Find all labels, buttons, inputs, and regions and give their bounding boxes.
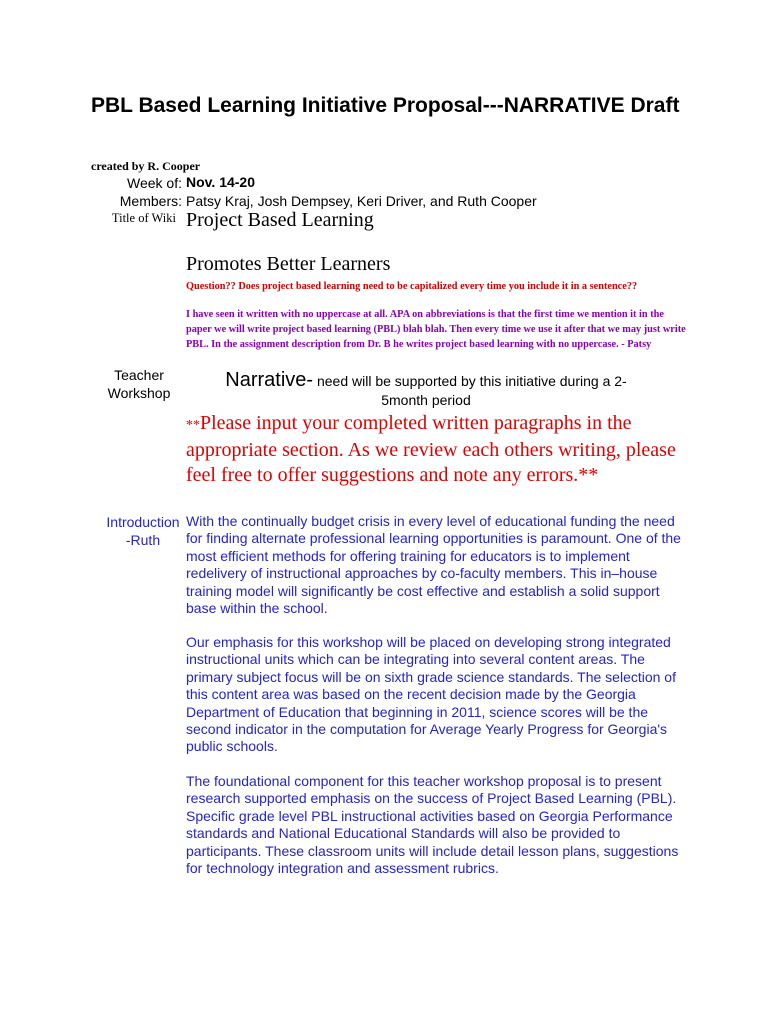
wiki-title-label: Title of Wiki xyxy=(111,211,176,225)
narrative-word: Narrative- xyxy=(225,369,314,391)
narrative-desc-b: 5month period xyxy=(381,392,471,408)
intro-paragraph-2: Our emphasis for this workshop will be placed on developing strong integrated instructional units which can be integrating into several content areas. The primary subject focus will be on sixth grade science standards. The selection of this content area was based on the recent decision made by the Georgia Department of Education that beginning in 2011, science scores will be the second indicator in the computation for Average Yearly Progress for Georgia's public schools. xyxy=(186,634,676,755)
members-value: Patsy Kraj, Josh Dempsey, Keri Driver, and Ruth Cooper xyxy=(186,193,537,209)
narrative-desc-a: need will be supported by this initiative during a 2- xyxy=(313,373,627,389)
teacher-workshop-label: Teacher Workshop xyxy=(107,367,171,401)
subtitle: Promotes Better Learners xyxy=(186,253,391,275)
intro-paragraph-1: With the continually budget crisis in every level of educational funding the need for finding alternate professional learning opportunities is paramount. One of the most efficient methods for offering training for educators is to implement redelivery of instructional approaches by co-faculty members. This in–house training model will significantly be cost effective and establish a solid support base within the school. xyxy=(186,513,681,617)
capitalization-answer: I have seen it written with no uppercase at all. APA on abbreviations is that the first time we mention it in the paper we will write project based learning (PBL) blah blah. Then every time we use it after that we may just write PBL. In the assignment description from Dr. B he writes project based learning with no uppercase. - Patsy xyxy=(186,309,686,350)
wiki-title-value: Project Based Learning xyxy=(186,209,374,231)
week-value: Nov. 14-20 xyxy=(186,174,255,190)
document-title: PBL Based Learning Initiative Proposal---NARRATIVE Draft xyxy=(91,94,680,117)
created-by: created by R. Cooper xyxy=(91,159,201,173)
instruction-note: **Please input your completed written paragraphs in the appropriate section. As we review each others writing, please feel free to offer suggestions and note any errors.** xyxy=(186,412,676,486)
week-label: Week of: xyxy=(127,175,182,191)
narrative-heading xyxy=(186,369,666,410)
members-label: Members: xyxy=(119,193,182,209)
introduction-label: Introduction -Ruth xyxy=(106,514,180,548)
capitalization-question: Question?? Does project based learning need to be capitalized every time you include it in a sentence?? xyxy=(186,281,638,292)
intro-paragraph-3: The foundational component for this teacher workshop proposal is to present research supported emphasis on the success of Project Based Learning (PBL). Specific grade level PBL instructional activities based on Georgia Performance standards and National Educational Standards will also be provided to participants. These classroom units will include detail lesson plans, suggestions for technology integration and assessment rubrics. xyxy=(186,773,679,877)
